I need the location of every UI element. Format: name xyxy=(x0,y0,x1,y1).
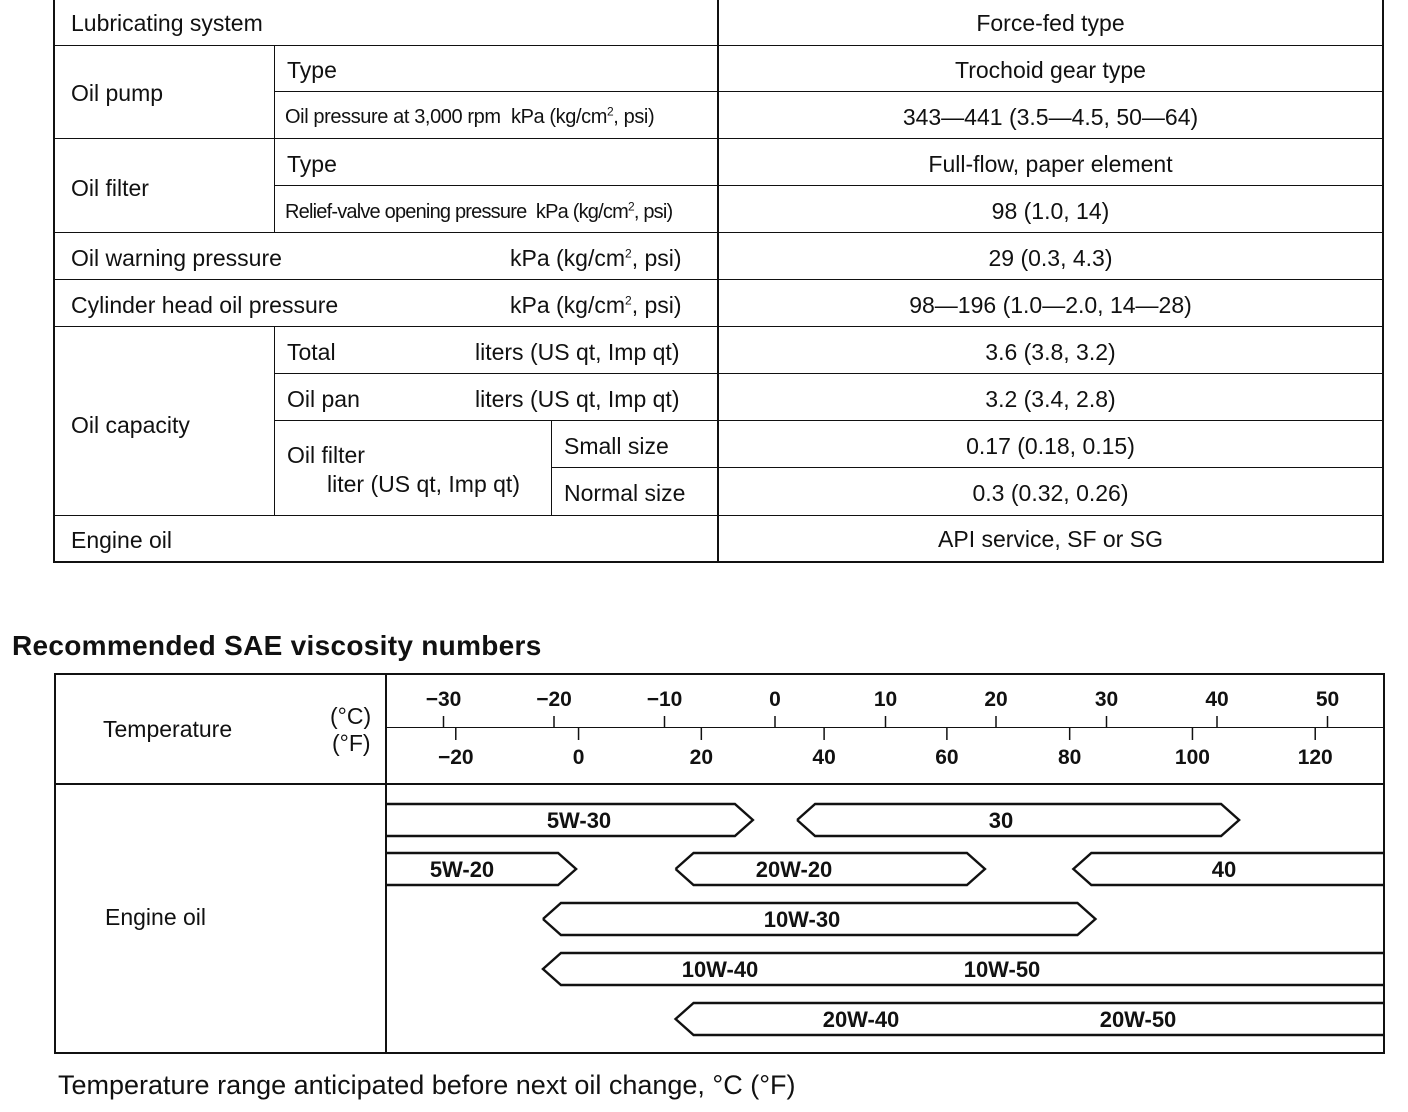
unit-pre: kPa (kg/cm xyxy=(510,106,608,128)
unit-celsius: (°C) xyxy=(330,703,372,729)
celsius-tick-label: −10 xyxy=(646,688,683,711)
oil-filter-type-label: Type xyxy=(287,151,337,177)
oil-pump-type-value: Trochoid gear type xyxy=(955,57,1146,83)
band-label-20w-50: 20W-50 xyxy=(1099,1007,1177,1032)
capacity-total-label: Total xyxy=(287,339,336,365)
fahrenheit-tick-label: 80 xyxy=(1057,746,1082,769)
fahrenheit-tick-label: 0 xyxy=(572,746,585,769)
oil-pump-type-label: Type xyxy=(287,57,337,83)
unit-fahrenheit: (°F) xyxy=(332,730,371,756)
engine-oil-value: API service, SF or SG xyxy=(938,526,1163,552)
unit-sup: 2 xyxy=(627,199,634,214)
band-label-10w-40: 10W-40 xyxy=(681,957,759,982)
capacity-filter-unit: liter (US qt, Imp qt) xyxy=(327,471,520,497)
cyl-head-value: 98—196 (1.0—2.0, 14—28) xyxy=(909,292,1192,318)
fahrenheit-tick-label: 100 xyxy=(1174,746,1210,769)
band-label-40: 40 xyxy=(1211,857,1237,882)
capacity-pan-label: Oil pan xyxy=(287,386,360,412)
fahrenheit-tick-label: 120 xyxy=(1297,746,1333,769)
fahrenheit-tick-label: 60 xyxy=(935,746,959,769)
celsius-tick-label: 10 xyxy=(873,688,898,711)
viscosity-heading: Recommended SAE viscosity numbers xyxy=(12,630,542,661)
filter-normal-label: Normal size xyxy=(564,480,686,506)
capacity-total-unit: liters (US qt, Imp qt) xyxy=(475,339,680,365)
engine-oil-label: Engine oil xyxy=(71,527,173,553)
oil-capacity-label: Oil capacity xyxy=(71,412,190,438)
capacity-pan-value: 3.2 (3.4, 2.8) xyxy=(985,386,1116,412)
unit-pre: kPa (kg/cm xyxy=(510,245,626,271)
band-label-10w-50: 10W-50 xyxy=(963,957,1041,982)
celsius-tick-label: 20 xyxy=(984,688,1008,711)
fahrenheit-tick-label: 20 xyxy=(689,746,714,769)
engine-oil-row-label: Engine oil xyxy=(105,904,207,930)
band-label-5w-20: 5W-20 xyxy=(429,857,495,882)
band-label-10w-30: 10W-30 xyxy=(763,907,841,932)
fahrenheit-tick-label: 40 xyxy=(812,746,836,769)
oil-pump-pressure-value: 343—441 (3.5—4.5, 50—64) xyxy=(902,104,1199,130)
unit-sup: 2 xyxy=(625,246,632,261)
celsius-tick-label: −20 xyxy=(536,688,572,711)
band-label-30: 30 xyxy=(988,808,1014,833)
band-label-20w-40: 20W-40 xyxy=(822,1007,900,1032)
unit-sup: 2 xyxy=(625,293,632,308)
unit-pre: kPa (kg/cm xyxy=(535,201,628,223)
oil-warning-label: Oil warning pressure xyxy=(71,245,282,271)
relief-valve-text: Relief-valve opening pressure xyxy=(285,201,527,223)
oil-filter-type-value: Full-flow, paper element xyxy=(928,151,1173,177)
unit-pre: kPa (kg/cm xyxy=(510,292,626,318)
celsius-tick-label: 30 xyxy=(1094,688,1119,711)
fahrenheit-tick-label: −20 xyxy=(437,746,474,769)
unit-post: , psi) xyxy=(631,245,682,271)
chart-caption: Temperature range anticipated before next oil change, °C (°F) xyxy=(58,1070,796,1100)
unit-post: , psi) xyxy=(631,292,682,318)
filter-normal-value: 0.3 (0.32, 0.26) xyxy=(972,480,1129,506)
relief-valve-value: 98 (1.0, 14) xyxy=(991,198,1110,224)
band-label-5w-30: 5W-30 xyxy=(546,808,612,833)
celsius-tick-label: 40 xyxy=(1205,688,1229,711)
filter-small-label: Small size xyxy=(564,433,669,459)
filter-small-value: 0.17 (0.18, 0.15) xyxy=(966,433,1135,459)
oil-pump-label: Oil pump xyxy=(71,80,164,106)
celsius-tick-label: −30 xyxy=(425,688,462,711)
celsius-tick-label: 0 xyxy=(769,688,781,711)
unit-post: , psi) xyxy=(633,201,673,223)
celsius-tick-label: 50 xyxy=(1315,688,1340,711)
temperature-label: Temperature xyxy=(103,716,233,742)
lubricating-system-label: Lubricating system xyxy=(71,10,263,36)
oil-filter-label: Oil filter xyxy=(71,175,149,201)
unit-post: , psi) xyxy=(613,106,655,128)
capacity-pan-unit: liters (US qt, Imp qt) xyxy=(475,386,680,412)
unit-sup: 2 xyxy=(607,104,614,119)
oil-pump-pressure-text: Oil pressure at 3,000 rpm xyxy=(285,106,501,128)
cyl-head-label: Cylinder head oil pressure xyxy=(71,292,339,318)
capacity-filter-label: Oil filter xyxy=(287,442,365,468)
band-label-20w-20: 20W-20 xyxy=(755,857,833,882)
oil-warning-value: 29 (0.3, 4.3) xyxy=(988,245,1113,271)
capacity-total-value: 3.6 (3.8, 3.2) xyxy=(985,339,1116,365)
lubricating-system-value: Force-fed type xyxy=(976,10,1125,36)
